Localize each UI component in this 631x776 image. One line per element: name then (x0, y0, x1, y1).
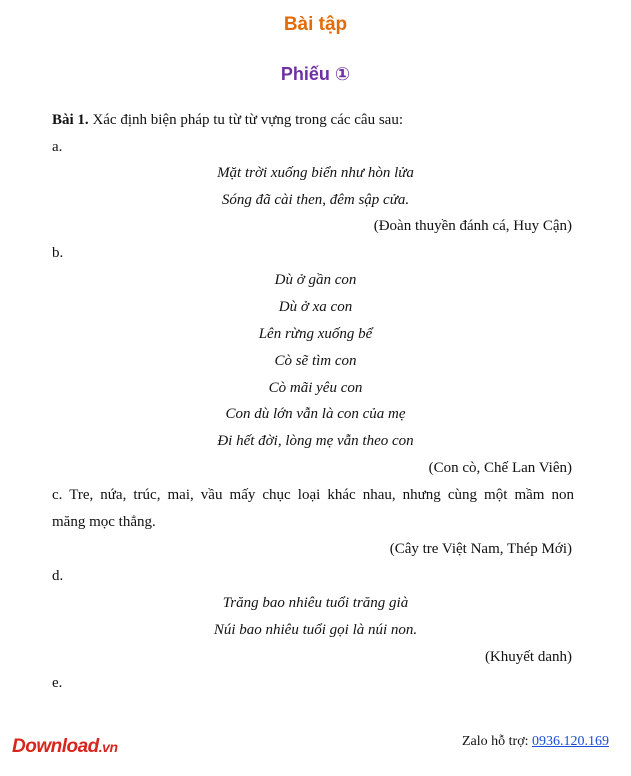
item-b-source: (Con cò, Chế Lan Viên) (428, 460, 572, 476)
poem-line: Lên rừng xuống bể (258, 326, 373, 342)
poem-line: Núi bao nhiêu tuổi gọi là núi non. (213, 622, 418, 638)
item-a-source: (Đoàn thuyền đánh cá, Huy Cận) (373, 218, 572, 234)
poem-line: Cò sẽ tìm con (274, 353, 357, 369)
item-b-marker: b. (52, 245, 64, 261)
poem-line: Đi hết đời, lòng mẹ vẫn theo con (217, 433, 414, 449)
item-d-marker: d. (52, 568, 64, 584)
contact-phone-link[interactable]: 0936.120.169 (532, 734, 609, 749)
item-c-text-line1: c. Tre, nứa, trúc, mai, vầu mấy chục loại khác nhau, nhưng cùng một mầm non (52, 487, 574, 503)
footer-contact (462, 734, 609, 750)
item-a-marker: a. (52, 139, 63, 155)
exercise-prompt-text: Xác định biện pháp tu từ từ vựng trong các câu sau: (88, 112, 403, 128)
poem-line: Dù ở xa con (278, 299, 353, 315)
page-title: Bài tập (283, 14, 348, 35)
logo-main-text: Download (12, 736, 99, 757)
item-d-source: (Khuyết danh) (484, 649, 572, 665)
poem-line: Trăng bao nhiêu tuổi trăng già (222, 595, 409, 611)
download-logo[interactable] (12, 736, 118, 758)
poem-line: Mặt trời xuống biển như hòn lửa (217, 165, 414, 181)
poem-line: Dù ở gần con (274, 272, 357, 288)
worksheet-subtitle: Phiếu ① (280, 64, 351, 84)
item-e-marker: e. (52, 675, 63, 691)
item-c-text-line2: măng mọc thẳng. (52, 514, 156, 530)
exercise-label: Bài 1. (52, 112, 89, 128)
poem-line: Cò mãi yêu con (268, 380, 363, 396)
poem-line: Sóng đã cài then, đêm sập cửa. (221, 192, 410, 208)
logo-tld-text: .vn (98, 739, 118, 755)
contact-label: Zalo hỗ trợ: (462, 734, 532, 749)
exercise-prompt (52, 110, 403, 130)
poem-line: Con dù lớn vẫn là con của mẹ (225, 406, 406, 422)
item-c-source: (Cây tre Việt Nam, Thép Mới) (389, 541, 572, 557)
